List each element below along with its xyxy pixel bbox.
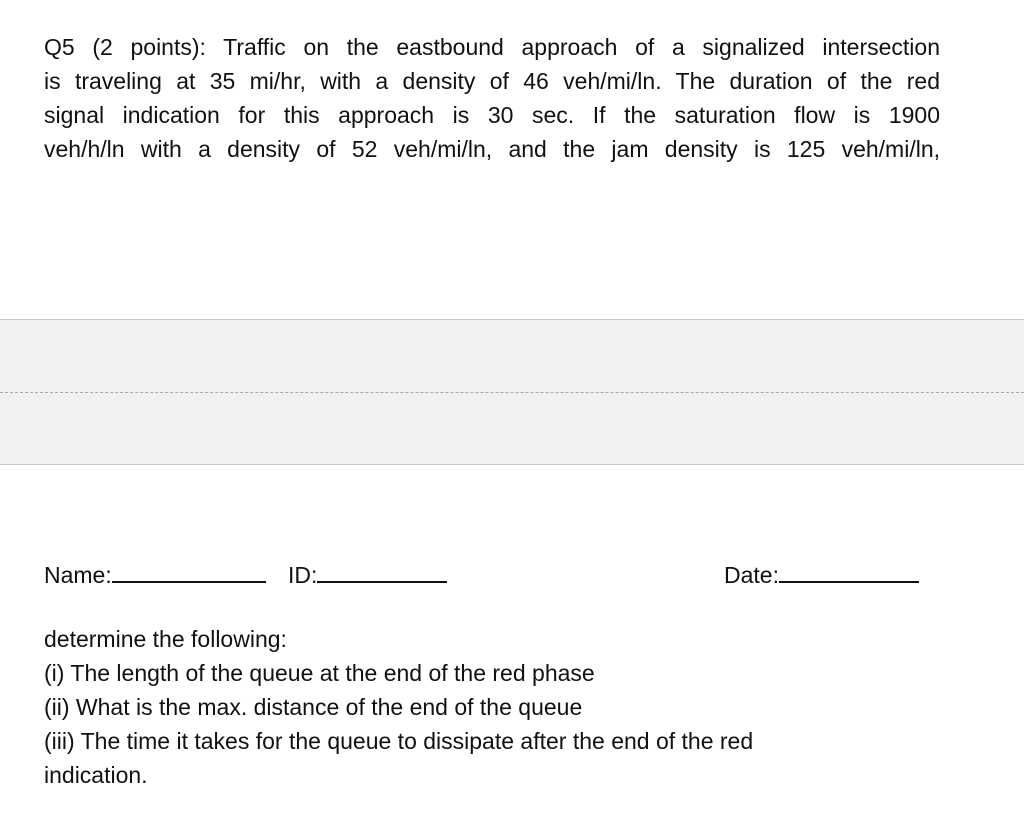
task-item: indication. (44, 762, 148, 788)
id-field[interactable] (288, 558, 447, 592)
page-break-separator (0, 319, 1024, 465)
question-line: Q5 (2 points): Traffic on the eastbound approach of a signalized intersection (44, 34, 940, 60)
student-info-row (44, 558, 934, 592)
question-line: is traveling at 35 mi/hr, with a density of 46 veh/mi/ln. The duration of the red (44, 68, 940, 94)
question-line: signal indication for this approach is 30 sec. If the saturation flow is 1900 (44, 102, 940, 128)
name-field[interactable] (44, 558, 266, 592)
task-item: (ii) What is the max. distance of the end of the queue (44, 694, 583, 720)
question-line: veh/h/ln with a density of 52 veh/mi/ln, and the jam density is 125 veh/mi/ln, (44, 136, 940, 162)
date-blank-line[interactable] (779, 559, 919, 583)
task-list (44, 622, 944, 792)
id-label: ID: (288, 562, 318, 588)
question-paragraph (44, 30, 940, 166)
task-item: (iii) The time it takes for the queue to dissipate after the end of the red (44, 728, 754, 754)
date-field[interactable] (724, 558, 919, 592)
name-label: Name: (44, 562, 112, 588)
date-label: Date: (724, 562, 779, 588)
task-intro: determine the following: (44, 626, 287, 652)
name-blank-line[interactable] (112, 559, 266, 583)
page-break-dashed-line (0, 392, 1024, 393)
task-item: (i) The length of the queue at the end of the red phase (44, 660, 595, 686)
id-blank-line[interactable] (317, 559, 447, 583)
